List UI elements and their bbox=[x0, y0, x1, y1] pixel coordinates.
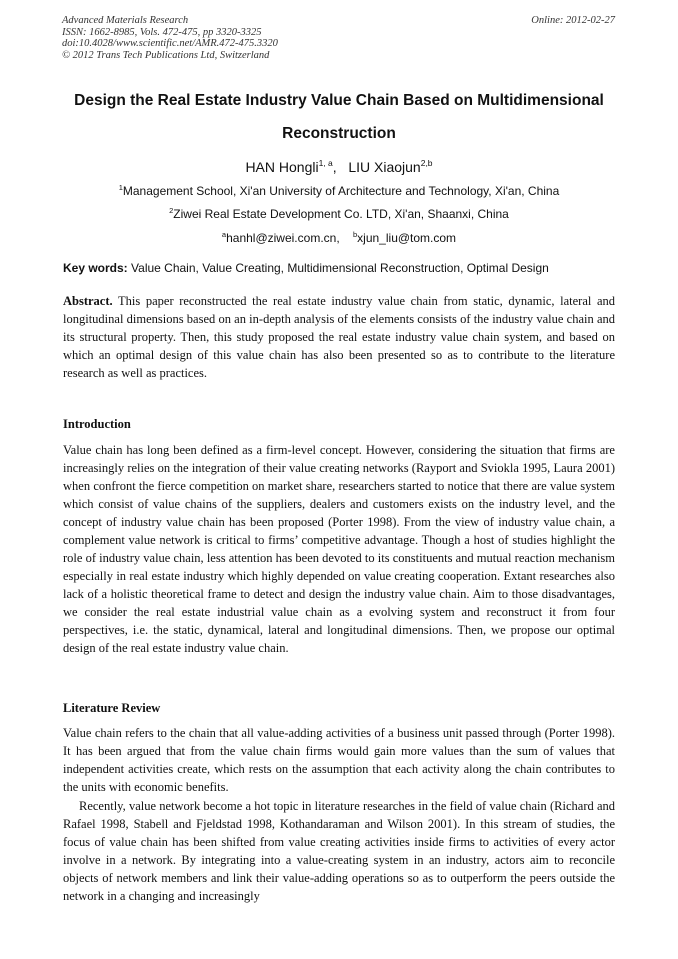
paper-title-line-2: Reconstruction bbox=[282, 125, 396, 142]
affiliation-1-text: Management School, Xi'an University of Architecture and Technology, Xi'an, China bbox=[122, 184, 560, 198]
copyright-line: © 2012 Trans Tech Publications Ltd, Switzerland bbox=[62, 49, 270, 61]
affiliation-1 bbox=[0, 183, 678, 198]
author-2: LIU Xiaojun bbox=[348, 159, 421, 175]
keywords bbox=[63, 261, 615, 275]
issn-line: ISSN: 1662-8985, Vols. 472-475, pp 3320-3325 bbox=[62, 26, 262, 38]
keywords-label: Key words: bbox=[63, 261, 128, 275]
email-b-mark: b bbox=[353, 230, 358, 239]
affiliation-2 bbox=[0, 206, 678, 221]
introduction-heading: Introduction bbox=[63, 417, 131, 431]
paper-title-line-1: Design the Real Estate Industry Value Chain Based on Multidimensional bbox=[74, 92, 604, 109]
affiliation-2-text: Ziwei Real Estate Development Co. LTD, Xi'an, Shaanxi, China bbox=[173, 207, 509, 221]
abstract bbox=[63, 292, 615, 382]
author-1: HAN Hongli bbox=[245, 159, 319, 175]
keywords-text: Value Chain, Value Creating, Multidimensional Reconstruction, Optimal Design bbox=[131, 261, 549, 275]
journal-name: Advanced Materials Research bbox=[62, 15, 189, 26]
author-separator: , bbox=[332, 159, 337, 175]
literature-paragraph-2: Recently, value network become a hot topic in literature researches in the field of value chain (Richard and Rafael 1998, Stabell and Fjeldstad 1998, Kothandaraman and Wilson 2001). In this stream of studies, the focus of value chain has been shifted from value creating activities inside firms to activities of every actor involve in a network. By integrating into a value-creating system in an industry, actors aim to reconcile objects of network members and link their value-adding operations so as to outperform the peers outside the network in a changing and increasingly bbox=[63, 799, 615, 903]
email-a-mark: a bbox=[221, 230, 227, 239]
doi-line[interactable]: doi:10.4028/www.scientific.net/AMR.472-475.3320 bbox=[62, 38, 278, 49]
email-b[interactable]: xjun_liu@tom.com bbox=[357, 231, 457, 245]
email-a[interactable]: hanhl@ziwei.com.cn, bbox=[226, 231, 340, 245]
author-emails bbox=[0, 230, 678, 245]
literature-review-heading: Literature Review bbox=[63, 701, 161, 715]
abstract-text: This paper reconstructed the real estate industry value chain from static, dynamic, lateral and longitudinal dimensions based on an in-depth analysis of the elements consists of the industry value chain and its structural property. Then, this study proposed the real estate industry value chain system, and based on which an optimal design of this value chain has also been presented so as to contribute to the literature research as well as practices. bbox=[63, 294, 616, 380]
author-list bbox=[0, 158, 678, 175]
author-2-affiliation-mark: 2,b bbox=[420, 158, 433, 168]
journal-header bbox=[62, 15, 278, 61]
affiliation-1-mark: 1 bbox=[118, 183, 123, 192]
author-1-affiliation-mark: 1, a bbox=[318, 158, 333, 168]
online-date: Online: 2012-02-27 bbox=[531, 15, 615, 26]
introduction-paragraph: Value chain has long been defined as a firm-level concept. However, considering the situation that firms are increasingly relies on the integration of their value creating networks (Rayport and Sviokla 1995, Laura 2001) when confront the fierce competition on market share, researchers started to notice that there are value system which consist of value chains of the suppliers, dealers and customers exists on the industry level, and the concept of industry value chain has been proposed (Porter 1998). From the view of industry value chain, a complement value network is critical to firms’ competitive advantage. Though a host of studies highlight the role of industry value chain, less attention has been devoted to its constituents and mutual reaction mechanism especially in real estate industry which highly depended on value creating cooperation. Extant researches also lack of a holistic theoretical frame to detect and design the industry value chain. Aim to those disadvantages, we consider the real estate industrial value chain as a evolving system and reconstruct it from four perspectives, i.e. the static, dynamical, lateral and longitudinal dimensions. Then, we propose our optimal design of the real estate industry value chain. bbox=[63, 443, 615, 655]
literature-paragraph-1: Value chain refers to the chain that all value-adding activities of a business unit passed through (Porter 1998). It has been argued that from the value chain firms would gain more values than the sum of values that independent activities create, which rests on the assumption that each activity along the chain contributes to the units with economic benefits. bbox=[63, 726, 615, 794]
affiliation-2-mark: 2 bbox=[169, 206, 174, 215]
abstract-label: Abstract. bbox=[63, 294, 113, 308]
